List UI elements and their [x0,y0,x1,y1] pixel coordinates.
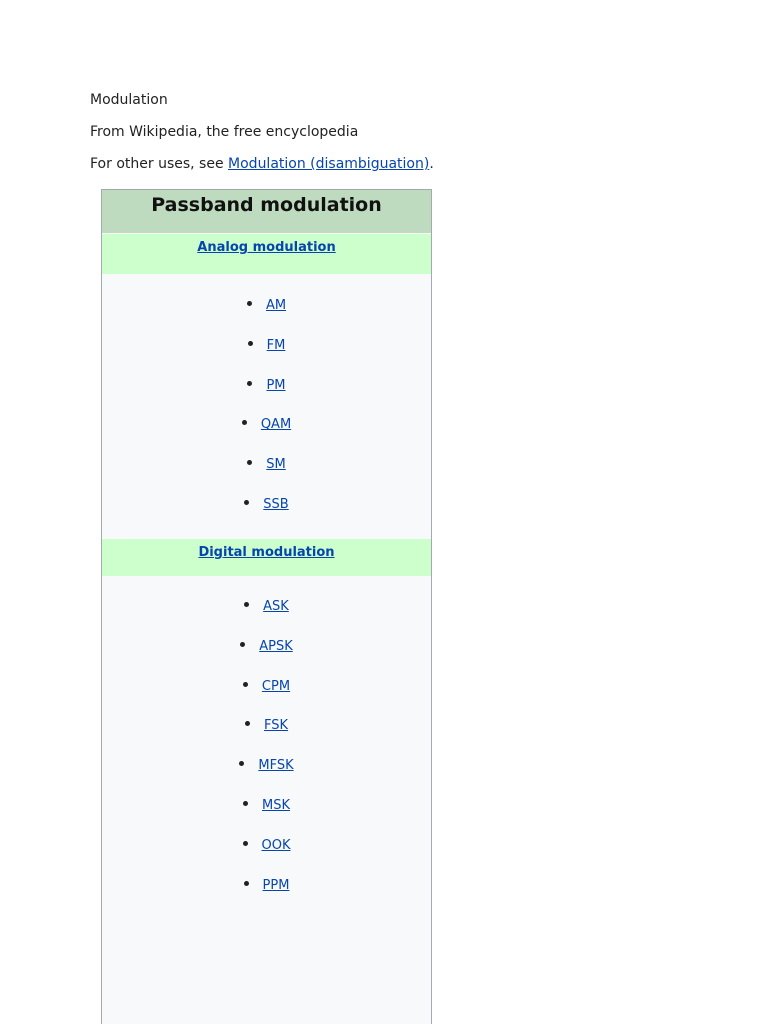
bullet-icon [244,500,249,505]
list-item [102,597,431,617]
bullet-icon [243,801,248,806]
analog-modulation-link[interactable]: Analog modulation [197,240,336,255]
bullet-icon [244,881,249,886]
modulation-link[interactable]: APSK [259,638,293,654]
digital-modulation-link[interactable]: Digital modulation [198,545,335,560]
bullet-icon [247,460,252,465]
modulation-link[interactable]: MFSK [258,758,294,774]
bullet-icon [239,761,244,766]
bullet-icon [242,420,247,425]
bullet-icon [240,642,245,647]
list-item [102,495,431,515]
modulation-link[interactable]: CPM [261,678,291,694]
bullet-icon [244,602,249,607]
list-item [102,677,431,697]
list-item [102,455,431,475]
hatnote-suffix: . [429,156,434,172]
modulation-link[interactable]: ASK [263,599,289,614]
bullet-icon [247,301,252,306]
disambiguation-link[interactable]: Modulation (disambiguation) [228,156,430,172]
list-item [102,876,431,896]
bullet-icon [248,341,253,346]
hatnote-prefix: For other uses, see [90,156,229,172]
analog-section-header [102,234,431,274]
digital-section-header [102,539,431,576]
infobox-title: Passband modulation [102,190,431,233]
list-item [102,796,431,816]
modulation-link[interactable]: PM [266,377,286,393]
modulation-link[interactable]: OOK [261,837,291,853]
bullet-icon [245,721,250,726]
modulation-link[interactable]: FM [266,337,286,353]
list-item [102,836,431,856]
modulation-link[interactable]: FSK [263,718,289,734]
modulation-link[interactable]: SSB [263,497,289,512]
bullet-icon [243,682,248,687]
list-item [102,415,431,435]
list-item [102,756,431,776]
article-title: Modulation [90,92,168,108]
list-item [102,296,431,316]
bullet-icon [243,841,248,846]
list-item [102,716,431,736]
bullet-icon [247,381,252,386]
infobox-passband-modulation [101,189,432,1024]
list-item [102,376,431,396]
hatnote [90,155,434,173]
article-tagline: From Wikipedia, the free encyclopedia [90,124,359,140]
modulation-link[interactable]: QAM [260,417,292,433]
modulation-link[interactable]: SM [266,457,286,473]
modulation-link[interactable]: MSK [262,798,290,813]
modulation-link[interactable]: PPM [262,877,290,893]
modulation-link[interactable]: AM [265,298,287,313]
list-item [102,637,431,657]
list-item [102,336,431,356]
